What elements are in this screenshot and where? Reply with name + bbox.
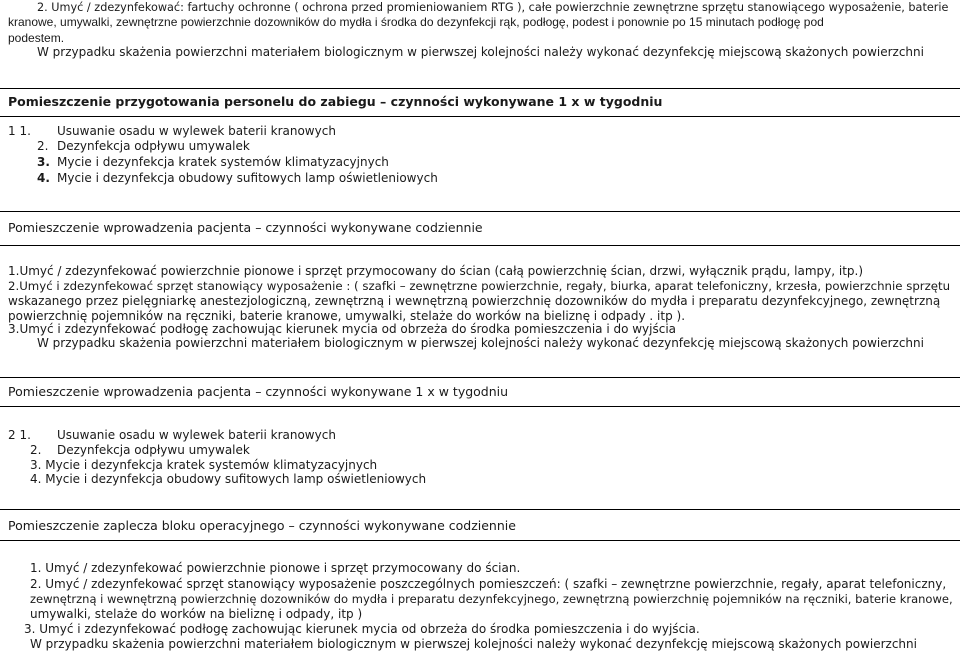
list-item: 1. Umyć / zdezynfekować powierzchnie pionowe i sprzęt przymocowany do ścian. bbox=[30, 561, 521, 575]
list-item: zewnętrzną i wewnętrzną powierzchnię dozowników do mydła i preparatu dezynfekcyjnego, zewnętrzną powierzchnię pojemników na ręczniki, baterie kranowe, bbox=[30, 592, 953, 606]
list-item: Mycie i dezynfekcja kratek systemów klimatyzacyjnych bbox=[57, 155, 389, 169]
section3-header-row bbox=[0, 377, 960, 407]
list-item: 3. Mycie i dezynfekcja kratek systemów klimatyzacyjnych bbox=[30, 458, 378, 472]
section2-header-row bbox=[0, 211, 960, 246]
top-line-2: kranowe, umywalki, zewnętrzne powierzchnie dozowników do mydła i środka do dezynfekcji rąk, podłogę, podest i ponownie po 15 minutach podłogę pod bbox=[8, 15, 824, 29]
list-item: Usuwanie osadu w wylewek baterii kranowych bbox=[57, 124, 336, 138]
note-line: W przypadku skażenia powierzchni materiałem biologicznym w pierwszej kolejności należy wykonać dezynfekcję miejscową skażonych powierzchni bbox=[30, 637, 917, 651]
list-item-number: 1 1. bbox=[8, 124, 31, 138]
list-item: Usuwanie osadu w wylewek baterii kranowych bbox=[57, 428, 336, 442]
top-line-4: W przypadku skażenia powierzchni materiałem biologicznym w pierwszej kolejności należy wykonać dezynfekcję miejscową skażonych powierzchni bbox=[37, 45, 924, 59]
list-item: 2. Umyć / zdezynfekować sprzęt stanowiący wyposażenie poszczególnych pomieszczeń: ( szafki – zewnętrzne powierzchnie, regały, aparat telefoniczny, bbox=[30, 577, 947, 591]
list-item-number: 4. bbox=[37, 171, 50, 185]
section2-header: Pomieszczenie wprowadzenia pacjenta – czynności wykonywane codziennie bbox=[8, 220, 483, 235]
section1-header: Pomieszczenie przygotowania personelu do zabiegu – czynności wykonywane 1 x w tygodniu bbox=[8, 94, 663, 109]
list-item: 3. Umyć i zdezynfekować podłogę zachowując kierunek mycia od obrzeża do środka pomieszczenia i do wyjścia. bbox=[24, 622, 700, 636]
list-item: wskazanego przez pielęgniarkę anestezjologiczną, zewnętrzną i wewnętrzną powierzchnię dozowników do mydła i preparatu dezynfekcyjnego, zewnętrzną bbox=[8, 294, 941, 308]
list-item: 3.Umyć i zdezynfekować podłogę zachowując kierunek mycia od obrzeża do środka pomieszczenia i do wyjścia bbox=[8, 322, 677, 336]
list-item: powierzchnię pojemników na ręczniki, baterie kranowe, umywalki, stelaże do worków na bieliznę i odpady . itp ). bbox=[8, 309, 686, 323]
list-item: 4. Mycie i dezynfekcja obudowy sufitowych lamp oświetleniowych bbox=[30, 472, 427, 486]
section4-header-row bbox=[0, 509, 960, 541]
list-item: umywalki, stelaże do worków na bieliznę i odpady, itp ) bbox=[30, 607, 363, 621]
top-line-3: podestem. bbox=[8, 31, 65, 45]
list-item: Dezynfekcja odpływu umywalek bbox=[57, 443, 250, 457]
list-item-number: 2. bbox=[37, 139, 49, 153]
top-line-1: 2. Umyć / zdezynfekować: fartuchy ochronne ( ochrona przed promieniowaniem RTG ), całe powierzchnie zewnętrzne sprzętu stanowiącego wyposażenie, baterie bbox=[37, 1, 949, 14]
list-item: 2.Umyć i zdezynfekować sprzęt stanowiący wyposażenie : ( szafki – zewnętrzne powierzchnie, regały, biurka, aparat telefoniczny, krzesła, powierzchnie sprzętu bbox=[8, 279, 951, 293]
list-item: Dezynfekcja odpływu umywalek bbox=[57, 139, 250, 153]
list-item: Mycie i dezynfekcja obudowy sufitowych lamp oświetleniowych bbox=[57, 171, 438, 185]
list-item-number: 2 1. bbox=[8, 428, 31, 442]
section3-header: Pomieszczenie wprowadzenia pacjenta – czynności wykonywane 1 x w tygodniu bbox=[8, 384, 509, 399]
section4-header: Pomieszczenie zaplecza bloku operacyjnego – czynności wykonywane codziennie bbox=[8, 518, 516, 533]
list-item: 1.Umyć / zdezynfekować powierzchnie pionowe i sprzęt przymocowany do ścian (całą powierzchnię ścian, drzwi, wyłącznik prądu, lampy, itp.) bbox=[8, 264, 864, 278]
section1-header-row bbox=[0, 88, 960, 117]
list-item-number: 2. bbox=[30, 443, 42, 457]
list-item-number: 3. bbox=[37, 155, 50, 169]
note-line: W przypadku skażenia powierzchni materiałem biologicznym w pierwszej kolejności należy wykonać dezynfekcję miejscową skażonych powierzchni bbox=[37, 336, 924, 350]
